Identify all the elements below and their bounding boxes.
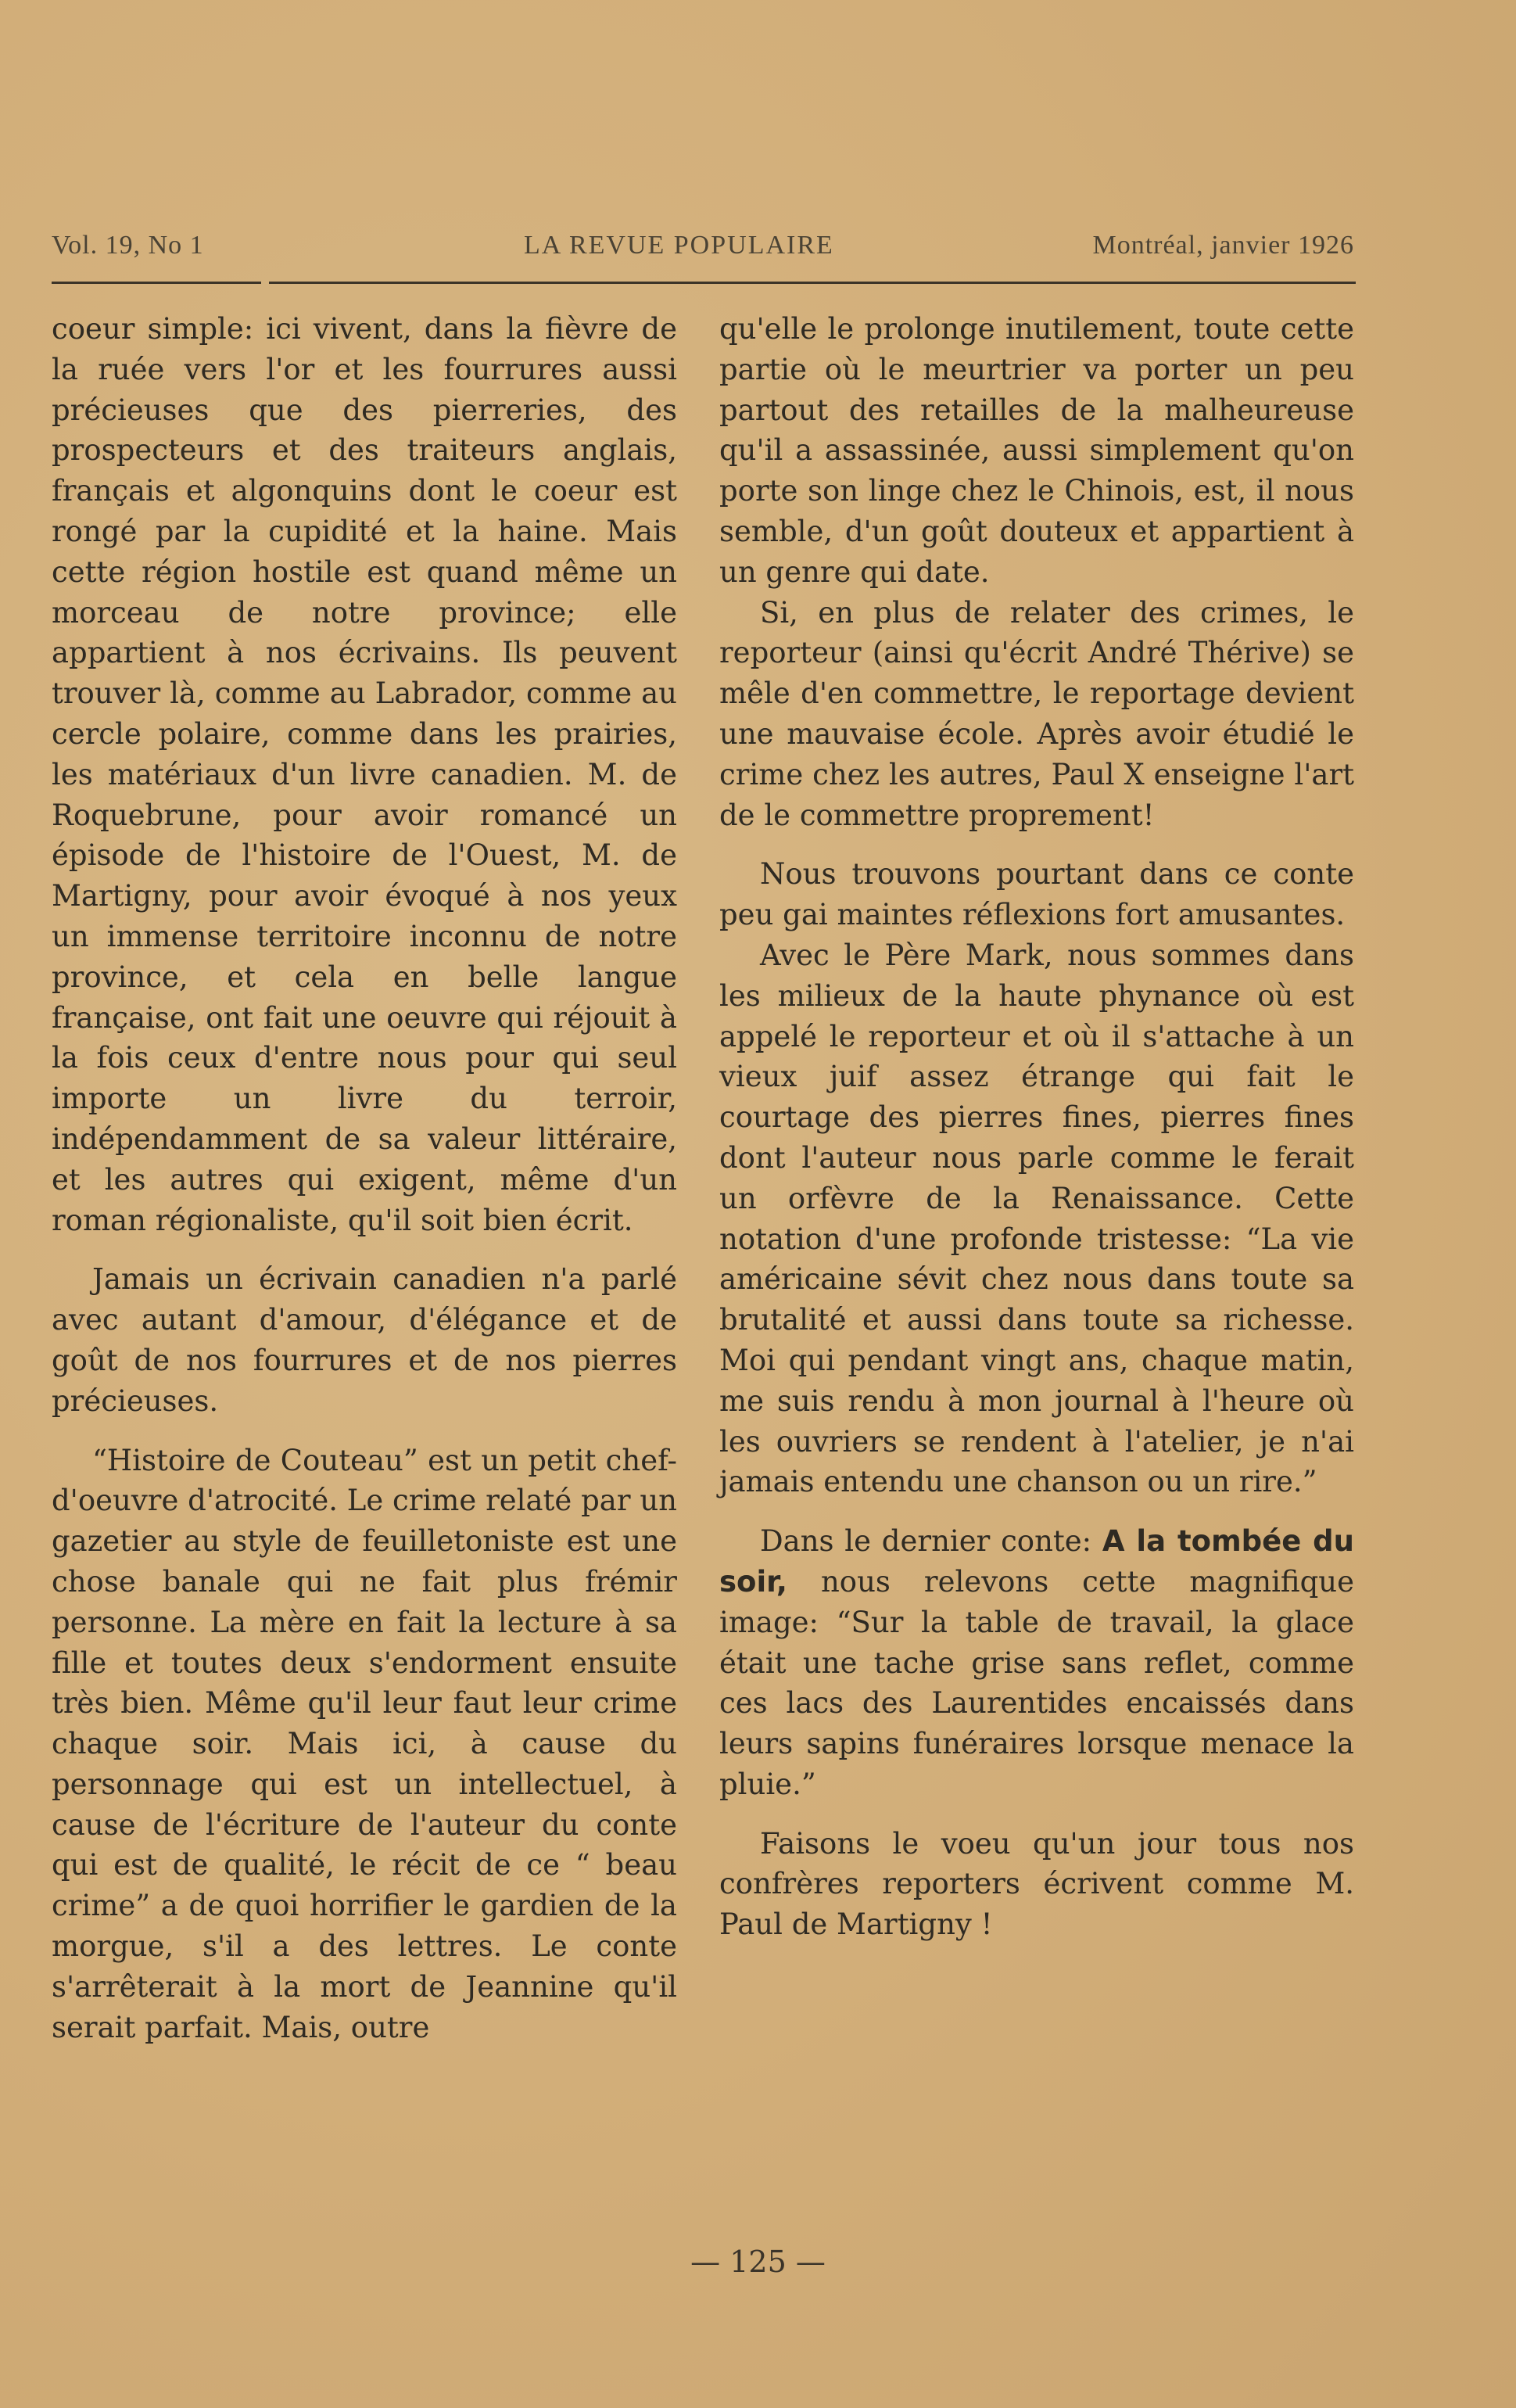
paragraph: Avec le Père Mark, nous sommes dans les milieux de la haute phynance où est appelé le reporteur et où il s'attache à un vieux juif assez étrange qui fait le courtage des pierres fines, pierres fines dont l'auteur nous parle comme le ferait un orfèvre de la Renaissance. Cette notation d'une profonde tristesse: “La vie américaine sévit chez nous dans toute sa brutalité et aussi dans toute sa richesse. Moi qui pendant vingt ans, chaque matin, me suis rendu à mon journal à l'heure où les ouvriers se rendent à l'atelier, je n'ai jamais entendu une chanson ou un rire.” [719,938,1354,1499]
paragraph: coeur simple: ici vivent, dans la fièvre de la ruée vers l'or et les fourrures aussi précieuses que des pierreries, des prospecteurs et des traiteurs anglais, français et algonquins dont le coeur est rongé par la cupidité et la haine. Mais cette région hostile est quand même un morceau de notre province; elle appartient à nos écrivains. Ils peuvent trouver là, comme au Labrador, comme au cercle polaire, comme dans les prairies, les matériaux d'un livre canadien. M. de Roquebrune, pour avoir romancé un épisode de l'histoire de l'Ouest, M. de Martigny, pour avoir évoqué à nos yeux un immense territoire inconnu de notre province, et cela en belle langue française, ont fait une oeuvre qui réjouit à la fois ceux d'entre nous pour qui seul importe un livre du terroir, indépendamment de sa valeur littéraire, et les autres qui exigent, même d'un roman régionaliste, qu'il soit bien écrit. [52,312,677,1237]
header-rule-right [269,282,1356,284]
paragraph: Faisons le voeu qu'un jour tous nos confrères reporters écrivent comme M. Paul de Martigny ! [719,1826,1354,1942]
paragraph-lead: Dans le dernier conte: [760,1524,1102,1559]
paragraph: “Histoire de Couteau” est un petit chef-d'oeuvre d'atrocité. Le crime relaté par un gazetier au style de feuilletoniste est une chose banale qui ne fait plus frémir personne. La mère en fait la lecture à sa fille et toutes deux s'endorment ensuite très bien. Même qu'il leur faut leur crime chaque soir. Mais ici, à cause du personnage qui est un intellectuel, à cause de l'écriture de l'auteur du conte qui est de qualité, le récit de ce “ beau crime” a de quoi horrifier le gardien de la morgue, s'il a des lettres. Le conte s'arrêterait à la mort de Jeannine qu'il serait parfait. Mais, outre [52,1443,677,2044]
running-header [52,231,1354,270]
header-rule-left [52,282,261,284]
paragraph: Si, en plus de relater des crimes, le reporteur (ainsi qu'écrit André Thérive) se mêle d'en commettre, le reportage devient une mauvaise école. Après avoir étudié le crime chez les autres, Paul X enseigne l'art de le commettre proprement! [719,595,1354,832]
left-column [52,309,677,2047]
paragraph [719,1521,1354,1805]
page-number: — 125 — [690,2245,826,2279]
paragraph: Nous trouvons pourtant dans ce conte peu gai maintes réflexions fort amusantes. [719,857,1354,932]
paragraph: Jamais un écrivain canadien n'a parlé avec autant d'amour, d'élégance et de goût de nos fourrures et de nos pierres précieuses. [52,1262,677,1418]
paragraph-rest: nous relevons cette magnifique image: “Sur la table de travail, la glace était une tache grise sans reflet, comme ces lacs des Laurentides encaissés dans leurs sapins funéraires lorsque menace la pluie.” [719,1564,1354,1801]
volume-number: Vol. 19, No 1 [52,231,204,260]
story-title: A la tombée du soir, [719,1524,1355,1599]
publication-date: Montréal, janvier 1926 [1092,231,1354,260]
right-column [719,309,1354,1945]
publication-title: LA REVUE POPULAIRE [524,231,834,260]
paragraph: qu'elle le prolonge inutilement, toute cette partie où le meurtrier va porter un peu partout des retailles de la malheureuse qu'il a assassinée, aussi simplement qu'on porte son linge chez le Chinois, est, il nous semble, d'un goût douteux et appartient à un genre qui date. [719,312,1354,589]
